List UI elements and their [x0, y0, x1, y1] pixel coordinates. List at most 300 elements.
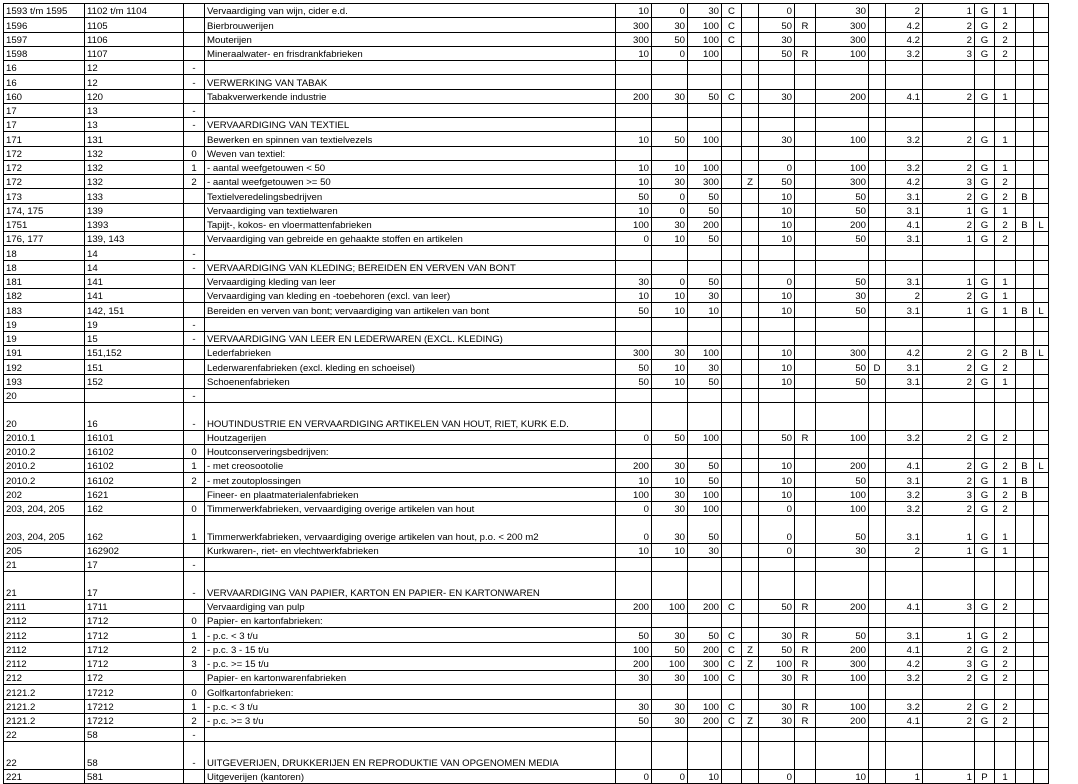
activity-description: - aantal weefgetouwen < 50	[205, 160, 616, 174]
sbi-1993-code: 2112	[4, 614, 85, 628]
sbi-1993-code: 20	[4, 403, 85, 431]
odour-distance: 10	[616, 543, 652, 557]
noise-flag-z	[742, 317, 759, 331]
hazard-flag: R	[795, 18, 816, 32]
dust-distance	[652, 246, 688, 260]
noise-flag-z	[742, 516, 759, 544]
hazard-distance	[759, 614, 795, 628]
noise-flag-z	[742, 331, 759, 345]
sub-index	[184, 189, 205, 203]
hazard-flag	[795, 189, 816, 203]
hazard-flag	[795, 132, 816, 146]
traffic-index	[923, 728, 975, 742]
sbi-2008-code: 13	[85, 118, 184, 132]
hazard-flag	[795, 260, 816, 274]
noise-flag-z	[742, 501, 759, 515]
visual-index	[975, 728, 995, 742]
noise-flag-z	[742, 217, 759, 231]
noise-flag-c: C	[722, 32, 742, 46]
soil-index	[995, 103, 1016, 117]
noise-distance	[688, 146, 722, 160]
largest-distance: 100	[816, 132, 869, 146]
noise-flag-c	[722, 189, 742, 203]
sub-index: 0	[184, 146, 205, 160]
hazard-flag	[795, 403, 816, 431]
hazard-distance: 0	[759, 501, 795, 515]
largest-distance: 30	[816, 289, 869, 303]
hazard-flag: R	[795, 671, 816, 685]
largest-distance	[816, 118, 869, 132]
visual-index	[975, 246, 995, 260]
largest-flag	[869, 614, 886, 628]
sbi-2008-code: 152	[85, 374, 184, 388]
visual-index: G	[975, 160, 995, 174]
air-index	[1016, 103, 1034, 117]
activity-description: Bereiden en verven van bont; vervaardiging van artikelen van bont	[205, 303, 616, 317]
hazard-flag	[795, 388, 816, 402]
hazard-flag: R	[795, 430, 816, 444]
hazard-distance: 10	[759, 487, 795, 501]
extra-index	[1034, 388, 1049, 402]
activity-description: Tapijt-, kokos- en vloermattenfabrieken	[205, 217, 616, 231]
noise-flag-z	[742, 289, 759, 303]
visual-index: G	[975, 4, 995, 18]
category	[886, 103, 923, 117]
largest-distance: 100	[816, 501, 869, 515]
visual-index	[975, 388, 995, 402]
hazard-distance: 30	[759, 32, 795, 46]
category: 3.1	[886, 203, 923, 217]
visual-index	[975, 572, 995, 600]
air-index	[1016, 289, 1034, 303]
traffic-index: 3	[923, 46, 975, 60]
soil-index	[995, 75, 1016, 89]
largest-flag	[869, 628, 886, 642]
table-row	[4, 303, 1049, 317]
air-index	[1016, 175, 1034, 189]
noise-distance	[688, 331, 722, 345]
odour-distance: 200	[616, 459, 652, 473]
odour-distance: 300	[616, 32, 652, 46]
sbi-2008-code: 16101	[85, 430, 184, 444]
activity-description: HOUTINDUSTRIE EN VERVAARDIGING ARTIKELEN VAN HOUT, RIET, KURK E.D.	[205, 403, 616, 431]
category	[886, 331, 923, 345]
largest-distance	[816, 557, 869, 571]
noise-flag-z	[742, 61, 759, 75]
table-row	[4, 346, 1049, 360]
soil-index: 2	[995, 430, 1016, 444]
noise-distance: 200	[688, 713, 722, 727]
category	[886, 403, 923, 431]
visual-index	[975, 331, 995, 345]
sbi-1993-code: 18	[4, 260, 85, 274]
largest-flag	[869, 46, 886, 60]
hazard-flag: R	[795, 642, 816, 656]
hazard-flag	[795, 160, 816, 174]
soil-index: 2	[995, 459, 1016, 473]
noise-distance: 100	[688, 699, 722, 713]
soil-index	[995, 572, 1016, 600]
traffic-index	[923, 444, 975, 458]
table-row	[4, 487, 1049, 501]
odour-distance: 10	[616, 289, 652, 303]
hazard-distance	[759, 317, 795, 331]
noise-flag-c	[722, 572, 742, 600]
soil-index	[995, 317, 1016, 331]
sbi-1993-code: 172	[4, 146, 85, 160]
odour-distance	[616, 728, 652, 742]
largest-flag	[869, 61, 886, 75]
extra-index	[1034, 317, 1049, 331]
noise-flag-c	[722, 346, 742, 360]
noise-distance: 200	[688, 642, 722, 656]
odour-distance: 0	[616, 769, 652, 783]
traffic-index	[923, 103, 975, 117]
odour-distance: 50	[616, 374, 652, 388]
sbi-2008-code: 17212	[85, 713, 184, 727]
odour-distance: 50	[616, 303, 652, 317]
odour-distance	[616, 146, 652, 160]
largest-flag	[869, 769, 886, 783]
noise-distance: 50	[688, 189, 722, 203]
dust-distance: 30	[652, 501, 688, 515]
sbi-2008-code: 120	[85, 89, 184, 103]
noise-distance: 100	[688, 32, 722, 46]
category: 4.2	[886, 32, 923, 46]
soil-index	[995, 118, 1016, 132]
noise-flag-c	[722, 303, 742, 317]
activity-description	[205, 61, 616, 75]
sub-index	[184, 4, 205, 18]
sbi-1993-code: 16	[4, 75, 85, 89]
traffic-index: 1	[923, 516, 975, 544]
air-index	[1016, 699, 1034, 713]
activity-description: - p.c. >= 3 t/u	[205, 713, 616, 727]
noise-distance: 100	[688, 132, 722, 146]
soil-index	[995, 742, 1016, 770]
odour-distance: 30	[616, 699, 652, 713]
activity-table	[3, 3, 1049, 784]
table-row	[4, 203, 1049, 217]
sbi-1993-code: 202	[4, 487, 85, 501]
extra-index	[1034, 75, 1049, 89]
activity-description: - met zoutoplossingen	[205, 473, 616, 487]
largest-distance: 50	[816, 189, 869, 203]
extra-index	[1034, 656, 1049, 670]
sbi-2008-code: 1621	[85, 487, 184, 501]
noise-flag-c	[722, 374, 742, 388]
activity-description: Textielveredelingsbedrijven	[205, 189, 616, 203]
largest-distance: 300	[816, 175, 869, 189]
visual-index: G	[975, 642, 995, 656]
category: 2	[886, 543, 923, 557]
sub-index: -	[184, 103, 205, 117]
noise-distance	[688, 317, 722, 331]
sbi-1993-code: 1597	[4, 32, 85, 46]
soil-index	[995, 331, 1016, 345]
extra-index	[1034, 742, 1049, 770]
table-row	[4, 501, 1049, 515]
largest-flag	[869, 203, 886, 217]
noise-flag-z	[742, 32, 759, 46]
sub-index: 0	[184, 501, 205, 515]
largest-distance	[816, 742, 869, 770]
extra-index	[1034, 132, 1049, 146]
activity-description: VERVAARDIGING VAN TEXTIEL	[205, 118, 616, 132]
air-index	[1016, 146, 1034, 160]
hazard-distance: 10	[759, 303, 795, 317]
sub-index: -	[184, 246, 205, 260]
odour-distance	[616, 103, 652, 117]
table-row	[4, 572, 1049, 600]
activity-description: Vervaardiging van pulp	[205, 599, 616, 613]
largest-distance: 50	[816, 516, 869, 544]
dust-distance: 100	[652, 656, 688, 670]
air-index	[1016, 516, 1034, 544]
dust-distance: 30	[652, 699, 688, 713]
air-index	[1016, 642, 1034, 656]
table-row	[4, 189, 1049, 203]
noise-flag-z	[742, 118, 759, 132]
noise-distance	[688, 403, 722, 431]
sub-index	[184, 303, 205, 317]
visual-index: G	[975, 516, 995, 544]
hazard-flag	[795, 769, 816, 783]
visual-index: G	[975, 18, 995, 32]
table-row	[4, 61, 1049, 75]
noise-flag-z	[742, 572, 759, 600]
sbi-2008-code: 139, 143	[85, 232, 184, 246]
category: 3.1	[886, 374, 923, 388]
traffic-index: 2	[923, 473, 975, 487]
table-row	[4, 132, 1049, 146]
traffic-index: 1	[923, 232, 975, 246]
largest-distance: 100	[816, 430, 869, 444]
largest-distance: 50	[816, 203, 869, 217]
dust-distance	[652, 146, 688, 160]
noise-distance: 50	[688, 459, 722, 473]
extra-index	[1034, 374, 1049, 388]
hazard-flag	[795, 444, 816, 458]
largest-flag	[869, 346, 886, 360]
extra-index	[1034, 628, 1049, 642]
hazard-distance	[759, 331, 795, 345]
hazard-distance: 10	[759, 232, 795, 246]
noise-distance: 30	[688, 360, 722, 374]
category	[886, 557, 923, 571]
sub-index: 1	[184, 628, 205, 642]
sbi-2008-code: 132	[85, 146, 184, 160]
noise-flag-z	[742, 543, 759, 557]
largest-flag	[869, 260, 886, 274]
hazard-distance	[759, 61, 795, 75]
hazard-distance	[759, 728, 795, 742]
noise-flag-c	[722, 232, 742, 246]
hazard-flag	[795, 346, 816, 360]
dust-distance: 10	[652, 360, 688, 374]
sbi-2008-code: 142, 151	[85, 303, 184, 317]
noise-distance: 100	[688, 18, 722, 32]
noise-flag-z	[742, 699, 759, 713]
noise-flag-z	[742, 599, 759, 613]
activity-description: Mouterijen	[205, 32, 616, 46]
largest-flag	[869, 487, 886, 501]
table-row	[4, 459, 1049, 473]
table-row	[4, 160, 1049, 174]
odour-distance	[616, 742, 652, 770]
traffic-index	[923, 260, 975, 274]
noise-distance: 300	[688, 175, 722, 189]
air-index	[1016, 599, 1034, 613]
noise-flag-z	[742, 4, 759, 18]
noise-flag-c: C	[722, 628, 742, 642]
category	[886, 572, 923, 600]
category	[886, 61, 923, 75]
table-row	[4, 614, 1049, 628]
hazard-distance	[759, 403, 795, 431]
category: 3.2	[886, 487, 923, 501]
visual-index: G	[975, 274, 995, 288]
activity-description: Timmerwerkfabrieken, vervaardiging overige artikelen van hout	[205, 501, 616, 515]
visual-index	[975, 742, 995, 770]
hazard-flag: R	[795, 713, 816, 727]
largest-flag	[869, 656, 886, 670]
dust-distance	[652, 728, 688, 742]
air-index	[1016, 685, 1034, 699]
traffic-index	[923, 317, 975, 331]
soil-index: 2	[995, 360, 1016, 374]
noise-flag-c	[722, 403, 742, 431]
sbi-1993-code: 172	[4, 175, 85, 189]
sbi-2008-code: 1105	[85, 18, 184, 32]
dust-distance: 30	[652, 346, 688, 360]
dust-distance: 10	[652, 232, 688, 246]
noise-flag-c	[722, 473, 742, 487]
activity-description: - p.c. 3 - 15 t/u	[205, 642, 616, 656]
noise-distance	[688, 685, 722, 699]
largest-distance	[816, 388, 869, 402]
largest-flag	[869, 103, 886, 117]
largest-flag	[869, 4, 886, 18]
odour-distance: 10	[616, 175, 652, 189]
hazard-flag	[795, 75, 816, 89]
noise-flag-c	[722, 360, 742, 374]
odour-distance: 30	[616, 274, 652, 288]
noise-flag-c	[722, 459, 742, 473]
dust-distance: 30	[652, 217, 688, 231]
extra-index	[1034, 473, 1049, 487]
noise-flag-c	[722, 501, 742, 515]
dust-distance: 50	[652, 430, 688, 444]
odour-distance	[616, 331, 652, 345]
visual-index: G	[975, 203, 995, 217]
noise-flag-c	[722, 61, 742, 75]
visual-index: G	[975, 599, 995, 613]
hazard-distance	[759, 103, 795, 117]
noise-flag-z	[742, 103, 759, 117]
sbi-2008-code: 14	[85, 246, 184, 260]
hazard-distance: 0	[759, 274, 795, 288]
largest-flag	[869, 671, 886, 685]
largest-flag	[869, 331, 886, 345]
largest-flag	[869, 473, 886, 487]
sbi-1993-code: 212	[4, 671, 85, 685]
hazard-distance: 10	[759, 360, 795, 374]
soil-index: 1	[995, 203, 1016, 217]
noise-distance: 100	[688, 160, 722, 174]
activity-description: Fineer- en plaatmaterialenfabrieken	[205, 487, 616, 501]
odour-distance	[616, 685, 652, 699]
largest-flag	[869, 501, 886, 515]
noise-distance	[688, 61, 722, 75]
visual-index: G	[975, 656, 995, 670]
category: 4.1	[886, 459, 923, 473]
hazard-flag	[795, 103, 816, 117]
noise-flag-z: Z	[742, 642, 759, 656]
noise-flag-z	[742, 360, 759, 374]
largest-distance: 50	[816, 473, 869, 487]
sbi-1993-code: 221	[4, 769, 85, 783]
visual-index	[975, 103, 995, 117]
extra-index: L	[1034, 217, 1049, 231]
hazard-flag	[795, 331, 816, 345]
hazard-distance: 0	[759, 543, 795, 557]
hazard-distance	[759, 742, 795, 770]
extra-index	[1034, 444, 1049, 458]
category	[886, 146, 923, 160]
activity-description: Vervaardiging van wijn, cider e.d.	[205, 4, 616, 18]
activity-description: Papier- en kartonwarenfabrieken	[205, 671, 616, 685]
air-index	[1016, 203, 1034, 217]
hazard-flag	[795, 246, 816, 260]
activity-description: Houtzagerijen	[205, 430, 616, 444]
air-index	[1016, 232, 1034, 246]
noise-flag-z	[742, 403, 759, 431]
hazard-distance: 0	[759, 4, 795, 18]
sub-index: 2	[184, 642, 205, 656]
sub-index: 3	[184, 656, 205, 670]
sub-index	[184, 671, 205, 685]
largest-distance	[816, 246, 869, 260]
odour-distance	[616, 246, 652, 260]
table-row	[4, 374, 1049, 388]
soil-index: 2	[995, 713, 1016, 727]
noise-flag-c	[722, 175, 742, 189]
visual-index: G	[975, 46, 995, 60]
noise-flag-z	[742, 346, 759, 360]
activity-description: Golfkartonfabrieken:	[205, 685, 616, 699]
sbi-1993-code: 17	[4, 103, 85, 117]
noise-distance	[688, 103, 722, 117]
sub-index	[184, 289, 205, 303]
activity-description: Timmerwerkfabrieken, vervaardiging overige artikelen van hout, p.o. < 200 m2	[205, 516, 616, 544]
noise-flag-c	[722, 75, 742, 89]
table-row	[4, 685, 1049, 699]
odour-distance	[616, 118, 652, 132]
sub-index: -	[184, 75, 205, 89]
traffic-index: 1	[923, 769, 975, 783]
sbi-2008-code: 151	[85, 360, 184, 374]
sub-index	[184, 18, 205, 32]
dust-distance	[652, 61, 688, 75]
visual-index	[975, 260, 995, 274]
air-index	[1016, 713, 1034, 727]
air-index: B	[1016, 473, 1034, 487]
noise-flag-z	[742, 303, 759, 317]
largest-flag	[869, 18, 886, 32]
air-index	[1016, 628, 1034, 642]
odour-distance: 300	[616, 346, 652, 360]
